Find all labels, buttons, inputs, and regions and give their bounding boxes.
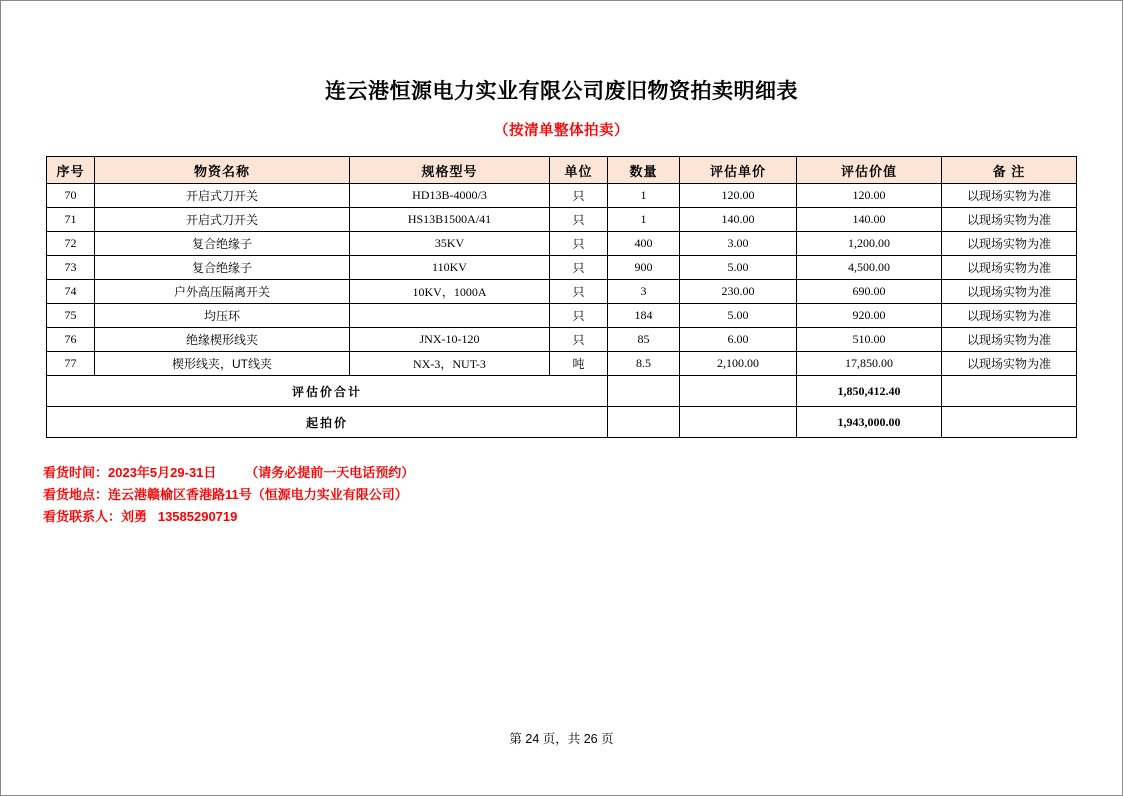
cell-price: 230.00 (680, 280, 797, 304)
note-viewing-location: 看货地点：连云港赣榆区香港路11号（恒源电力实业有限公司） (43, 487, 408, 502)
table-total-row (47, 407, 1077, 438)
total-spacer-remark (942, 376, 1077, 407)
cell-unit: 只 (550, 304, 608, 328)
cell-value: 920.00 (797, 304, 942, 328)
cell-unit: 吨 (550, 352, 608, 376)
column-header-name: 物资名称 (95, 157, 350, 184)
cell-remark: 以现场实物为准 (942, 256, 1077, 280)
notes-block (43, 462, 1122, 528)
total-spacer-qty (608, 407, 680, 438)
cell-remark: 以现场实物为准 (942, 304, 1077, 328)
cell-qty: 184 (608, 304, 680, 328)
cell-qty: 85 (608, 328, 680, 352)
column-header-spec: 规格型号 (350, 157, 550, 184)
total-spacer-price (680, 407, 797, 438)
total-spacer-remark (942, 407, 1077, 438)
total-label: 评估价合计 (47, 376, 608, 407)
cell-remark: 以现场实物为准 (942, 280, 1077, 304)
table-header (47, 157, 1077, 184)
cell-price: 120.00 (680, 184, 797, 208)
table-row (47, 352, 1077, 376)
column-header-unit: 单位 (550, 157, 608, 184)
cell-name: 复合绝缘子 (95, 232, 350, 256)
table-row (47, 280, 1077, 304)
cell-spec: HD13B-4000/3 (350, 184, 550, 208)
cell-value: 690.00 (797, 280, 942, 304)
cell-qty: 3 (608, 280, 680, 304)
cell-name: 楔形线夹，UT线夹 (95, 352, 350, 376)
cell-no: 72 (47, 232, 95, 256)
cell-price: 140.00 (680, 208, 797, 232)
page-title: 连云港恒源电力实业有限公司废旧物资拍卖明细表 (325, 80, 798, 103)
table-row (47, 208, 1077, 232)
cell-name: 开启式刀开关 (95, 208, 350, 232)
cell-remark: 以现场实物为准 (942, 352, 1077, 376)
table-row (47, 232, 1077, 256)
cell-no: 74 (47, 280, 95, 304)
column-header-price: 评估单价 (680, 157, 797, 184)
cell-value: 120.00 (797, 184, 942, 208)
cell-unit: 只 (550, 256, 608, 280)
cell-spec: 35KV (350, 232, 550, 256)
total-value: 1,943,000.00 (797, 407, 942, 438)
cell-value: 510.00 (797, 328, 942, 352)
cell-no: 71 (47, 208, 95, 232)
total-spacer-qty (608, 376, 680, 407)
cell-value: 1,200.00 (797, 232, 942, 256)
table-total-row (47, 376, 1077, 407)
cell-no: 73 (47, 256, 95, 280)
cell-price: 5.00 (680, 304, 797, 328)
cell-price: 6.00 (680, 328, 797, 352)
cell-no: 70 (47, 184, 95, 208)
cell-price: 3.00 (680, 232, 797, 256)
cell-spec: NX-3，NUT-3 (350, 352, 550, 376)
cell-value: 140.00 (797, 208, 942, 232)
cell-qty: 8.5 (608, 352, 680, 376)
note-contact: 看货联系人：刘勇 13585290719 (43, 509, 238, 524)
table-body (47, 184, 1077, 438)
cell-name: 开启式刀开关 (95, 184, 350, 208)
total-spacer-price (680, 376, 797, 407)
column-header-no: 序号 (47, 157, 95, 184)
cell-spec: 110KV (350, 256, 550, 280)
table-row (47, 328, 1077, 352)
table-header-row (47, 157, 1077, 184)
cell-remark: 以现场实物为准 (942, 208, 1077, 232)
page-footer (1, 729, 1122, 747)
cell-no: 76 (47, 328, 95, 352)
column-header-qty: 数量 (608, 157, 680, 184)
cell-no: 75 (47, 304, 95, 328)
table-row (47, 304, 1077, 328)
cell-unit: 只 (550, 184, 608, 208)
table-row (47, 184, 1077, 208)
column-header-value: 评估价值 (797, 157, 942, 184)
cell-unit: 只 (550, 280, 608, 304)
page-number-label: 第 24 页，共 26 页 (509, 732, 614, 746)
cell-spec: 10KV，1000A (350, 280, 550, 304)
cell-unit: 只 (550, 328, 608, 352)
cell-spec: HS13B1500A/41 (350, 208, 550, 232)
cell-name: 户外高压隔离开关 (95, 280, 350, 304)
cell-value: 17,850.00 (797, 352, 942, 376)
cell-remark: 以现场实物为准 (942, 328, 1077, 352)
total-value: 1,850,412.40 (797, 376, 942, 407)
total-label: 起拍价 (47, 407, 608, 438)
cell-spec: JNX-10-120 (350, 328, 550, 352)
cell-unit: 只 (550, 208, 608, 232)
page-subtitle: （按清单整体拍卖） (494, 123, 629, 139)
table-row (47, 256, 1077, 280)
cell-unit: 只 (550, 232, 608, 256)
cell-qty: 1 (608, 184, 680, 208)
cell-qty: 900 (608, 256, 680, 280)
column-header-remark: 备 注 (942, 157, 1077, 184)
cell-qty: 400 (608, 232, 680, 256)
cell-no: 77 (47, 352, 95, 376)
cell-name: 均压环 (95, 304, 350, 328)
cell-name: 绝缘楔形线夹 (95, 328, 350, 352)
cell-name: 复合绝缘子 (95, 256, 350, 280)
cell-price: 5.00 (680, 256, 797, 280)
cell-qty: 1 (608, 208, 680, 232)
note-viewing-time: 看货时间：2023年5月29-31日 （请务必提前一天电话预约） (43, 465, 415, 480)
cell-remark: 以现场实物为准 (942, 232, 1077, 256)
cell-remark: 以现场实物为准 (942, 184, 1077, 208)
asset-detail-table (46, 156, 1077, 438)
cell-spec (350, 304, 550, 328)
cell-value: 4,500.00 (797, 256, 942, 280)
cell-price: 2,100.00 (680, 352, 797, 376)
